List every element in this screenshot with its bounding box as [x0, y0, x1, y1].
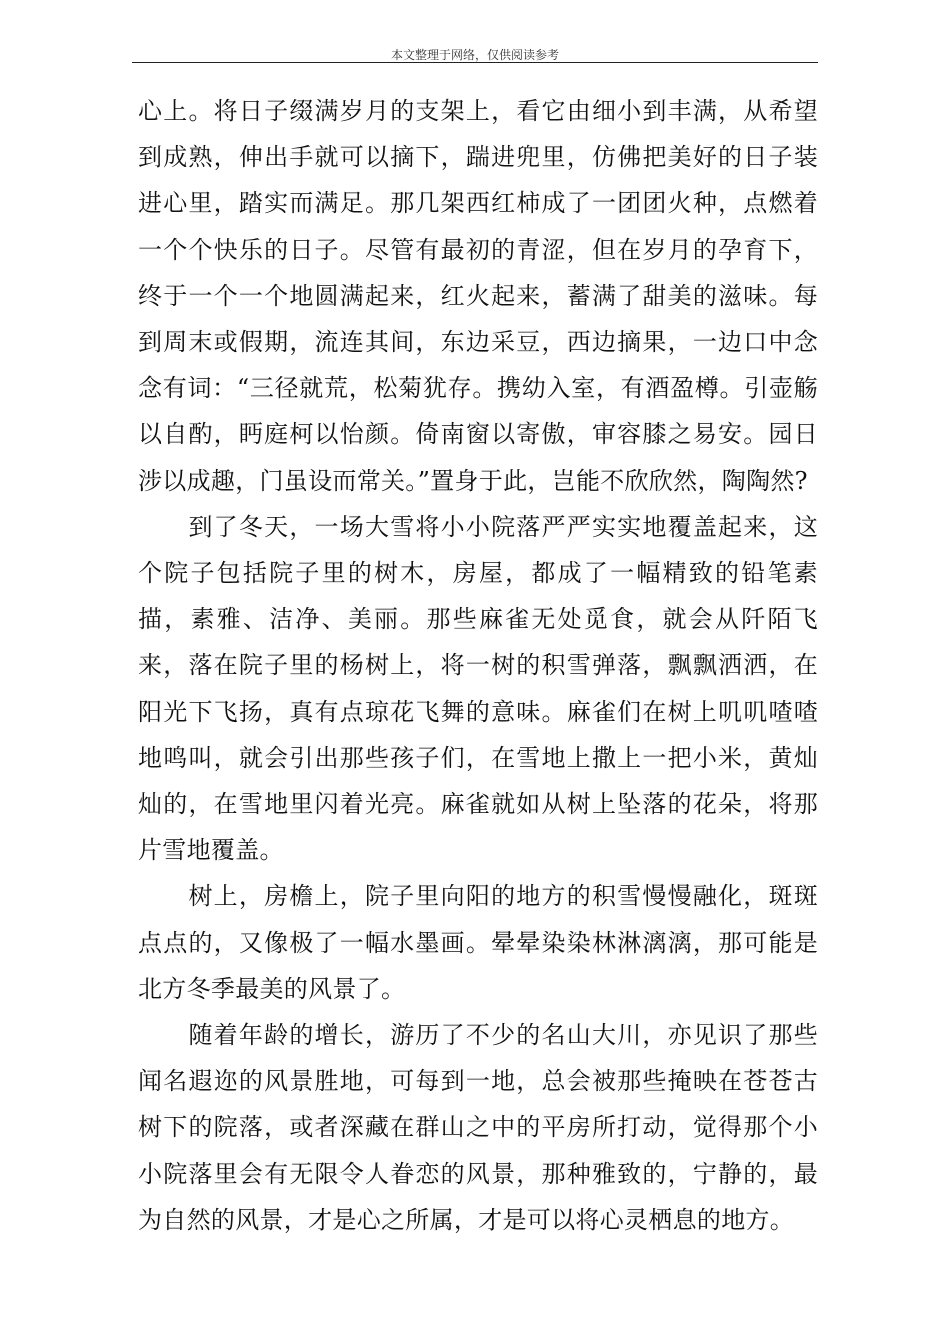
paragraph: 随着年龄的增长，游历了不少的名山大川，亦见识了那些闻名遐迩的风景胜地，可每到一地，总会被那些掩映在苍苍古树下的院落，或者深藏在群山之中的平房所打动，觉得那个小小院落里会有无限令人眷恋的风景，那种雅致的，宁静的，最为自然的风景，才是心之所属，才是可以将心灵栖息的地方。 [138, 1021, 818, 1234]
paragraph: 到了冬天，一场大雪将小小院落严严实实地覆盖起来，这个院子包括院子里的树木，房屋，都成了一幅精致的铅笔素描，素雅、洁净、美丽。那些麻雀无处觅食，就会从阡陌飞来，落在院子里的杨树上，将一树的积雪弹落，飘飘洒洒，在阳光下飞扬，真有点琼花飞舞的意味。麻雀们在树上叽叽喳喳地鸣叫，就会引出那些孩子们，在雪地上撒上一把小米，黄灿灿的，在雪地里闪着光亮。麻雀就如从树上坠落的花朵，将那片雪地覆盖。 [138, 512, 818, 865]
paragraph: 树上，房檐上，院子里向阳的地方的积雪慢慢融化，斑斑点点的，又像极了一幅水墨画。晕晕染染林淋漓漓，那可能是北方冬季最美的风景了。 [138, 882, 818, 1003]
document-body [138, 88, 818, 1243]
header-text: 本文整理于网络，仅供阅读参考 [390, 48, 559, 62]
page-header [132, 44, 818, 63]
paragraph: 心上。将日子缀满岁月的支架上，看它由细小到丰满，从希望到成熟，伸出手就可以摘下，踹进兜里，仿佛把美好的日子装进心里，踏实而满足。那几架西红柿成了一团团火种，点燃着一个个快乐的日子。尽管有最初的青涩，但在岁月的孕育下，终于一个一个地圆满起来，红火起来，蓄满了甜美的滋味。每到周末或假期，流连其间，东边采豆，西边摘果，一边口中念念有词：“三径就荒，松菊犹存。携幼入室，有酒盈樽。引壶觞以自酌，眄庭柯以怡颜。倚南窗以寄傲，审容膝之易安。园日涉以成趣，门虽设而常关。”置身于此，岂能不欣欣然，陶陶然? [138, 97, 818, 495]
